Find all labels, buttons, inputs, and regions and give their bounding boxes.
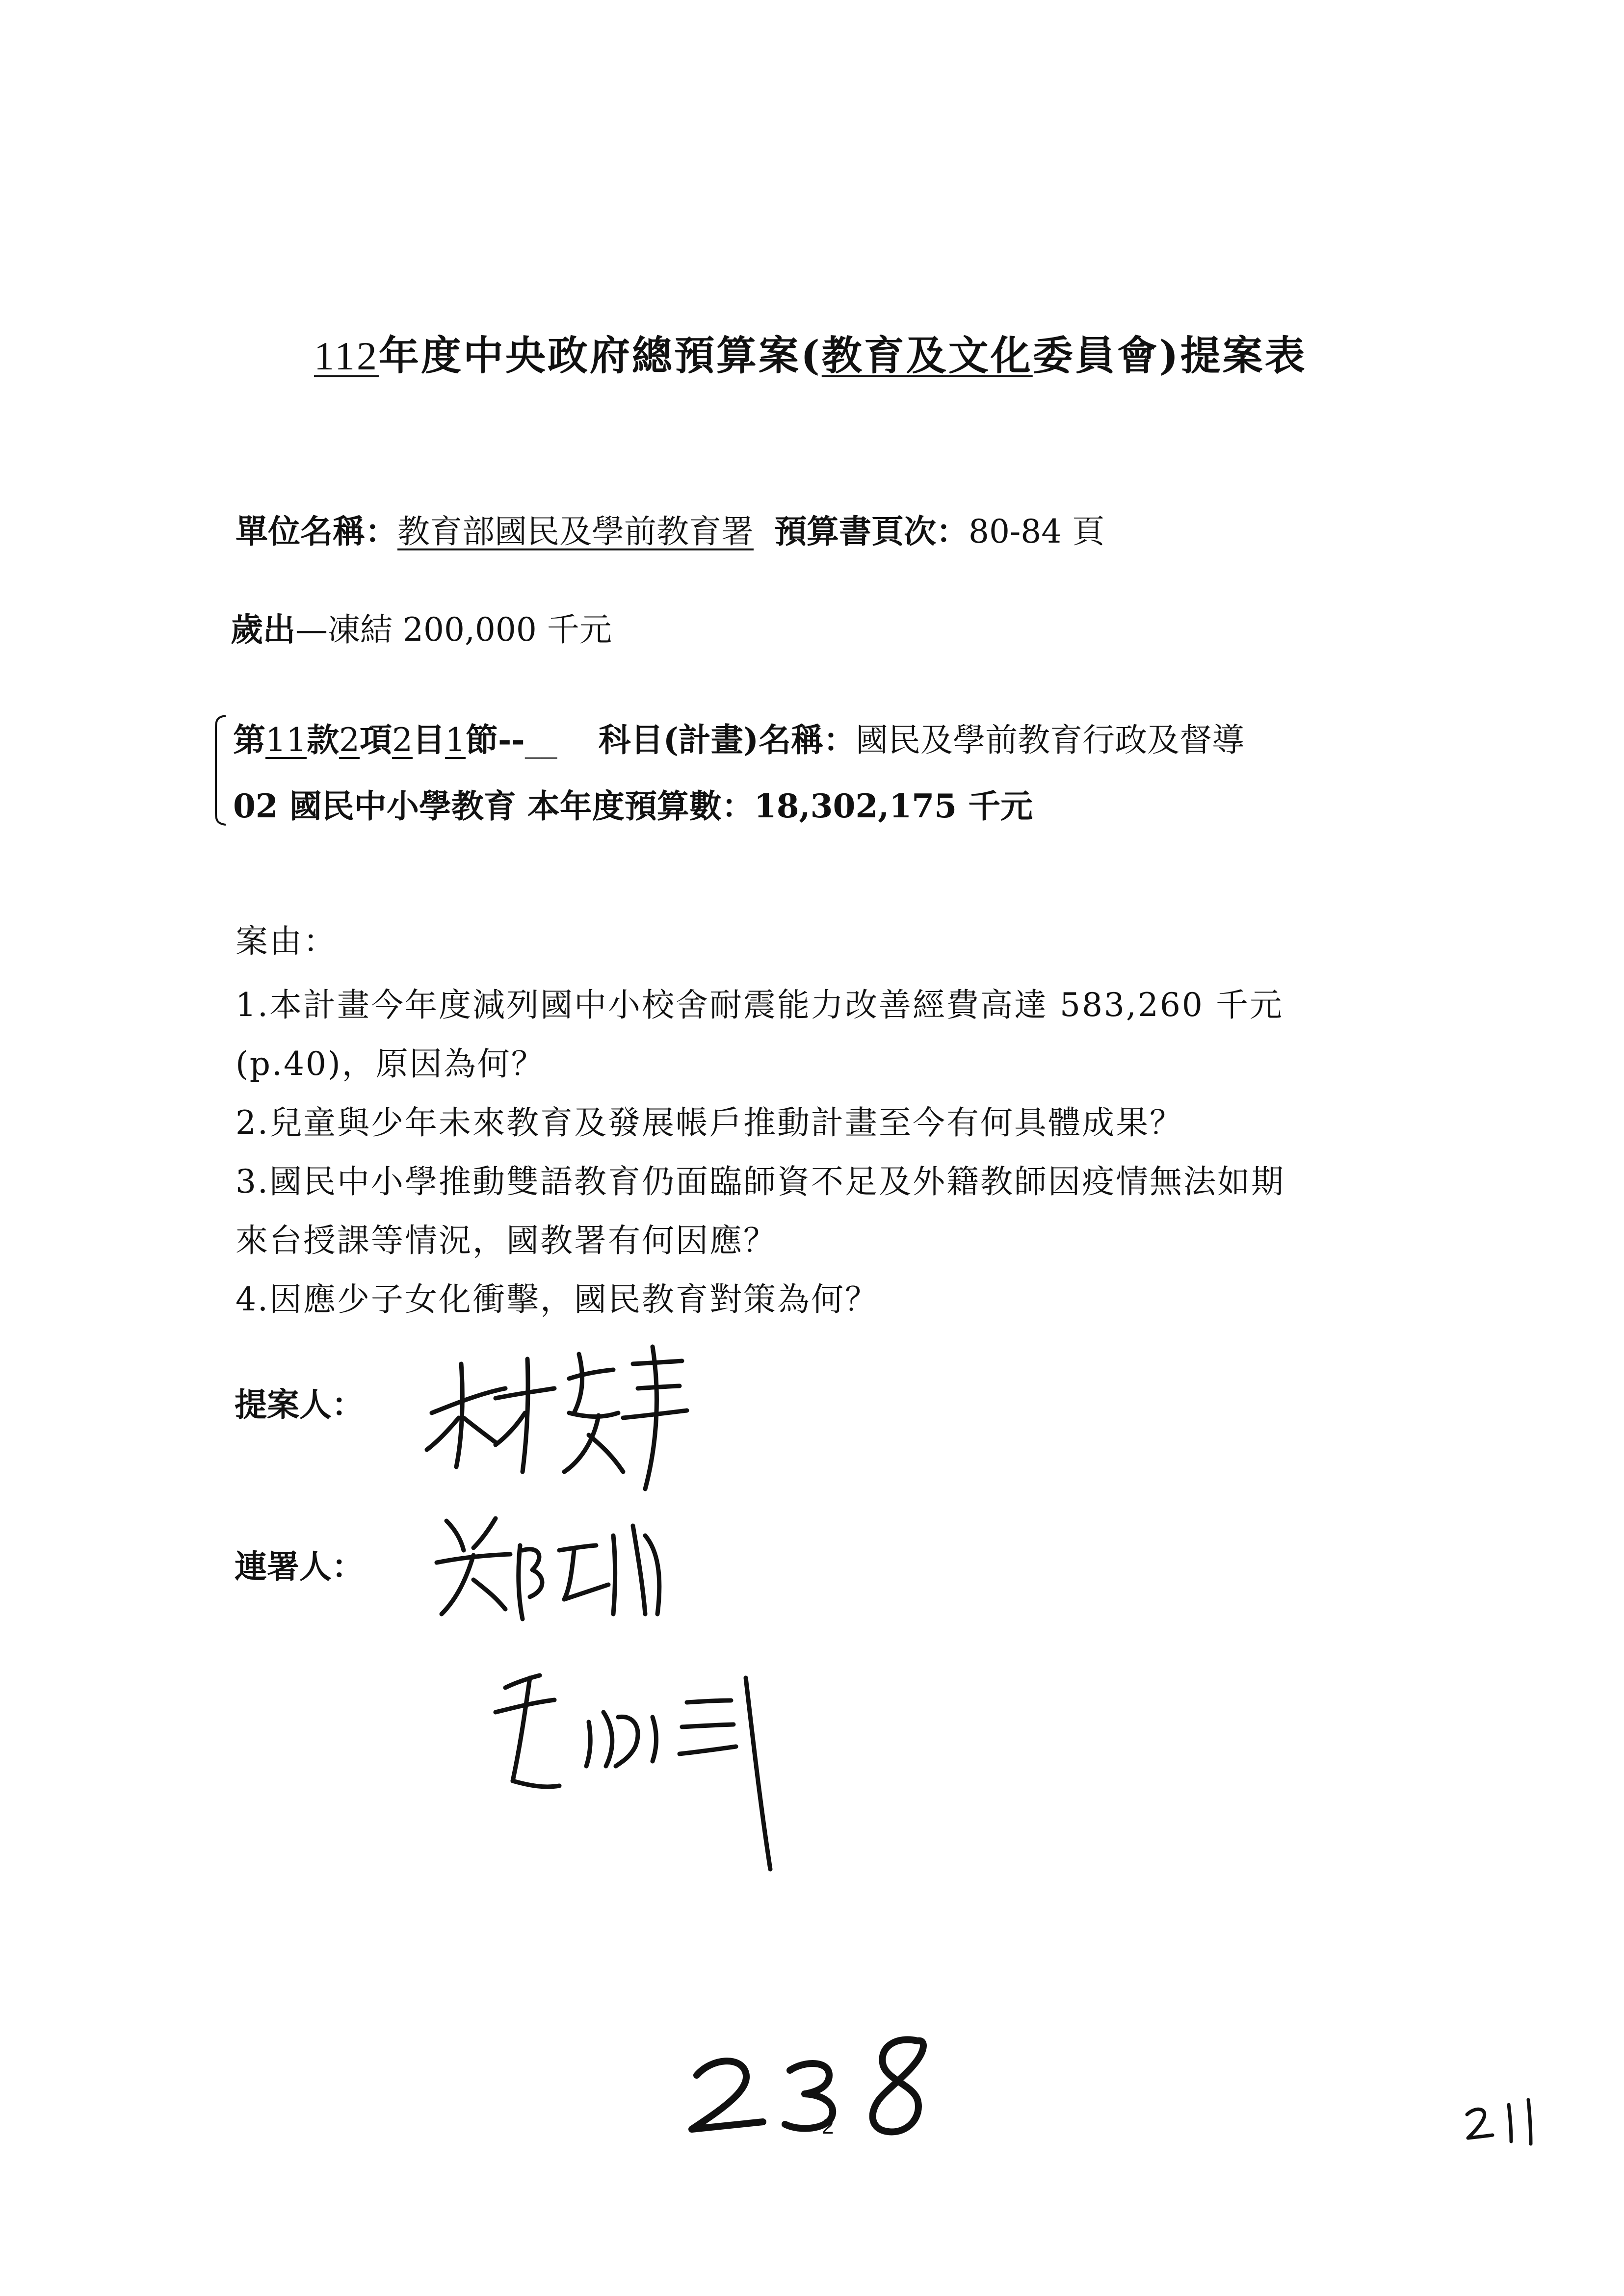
- pages-value: 80-84 頁: [968, 513, 1105, 550]
- handwritten-page-number: [682, 2031, 957, 2144]
- reason-item: (p.40)，原因為何？: [236, 1045, 545, 1083]
- section-mu: 2: [392, 721, 413, 759]
- section-di: 第: [233, 721, 265, 759]
- title-part1: 年度中央政府總預算案(: [378, 332, 822, 379]
- section-kuan: 11: [265, 721, 307, 759]
- cosigner-label: 連署人：: [235, 1547, 364, 1586]
- title-committee: 教育及文化: [821, 332, 1033, 379]
- title-year: 112: [314, 334, 379, 378]
- unit-name: 教育部國民及學前教育署: [397, 513, 754, 550]
- section-blank: __: [524, 721, 557, 759]
- reason-item: 4.因應少子女化衝擊，國民教育對策為何？: [236, 1280, 879, 1318]
- reason-item: 來台授課等情況，國教署有何因應？: [236, 1222, 777, 1259]
- expenditure-row: [231, 603, 612, 650]
- section-brace: [212, 714, 227, 827]
- reason-label: 案由：: [236, 922, 337, 960]
- section-row: [233, 714, 1244, 760]
- printed-page-number: 2: [822, 2114, 834, 2139]
- budget-row: 02 國民中小學教育 本年度預算數：18,302,175 千元: [233, 787, 1033, 825]
- plan-name: 國民及學前教育行政及督導: [856, 721, 1245, 759]
- section-xiang: 2: [339, 721, 360, 759]
- section-xiang-label: 項: [359, 721, 392, 759]
- pages-label: 預算書頁次：: [774, 512, 969, 550]
- section-jie: 1: [445, 721, 466, 759]
- section-kuan-label: 款: [306, 721, 339, 759]
- proposer-signature: [422, 1344, 697, 1491]
- handwritten-corner-number: [1462, 2095, 1541, 2149]
- proposer-label: 提案人：: [235, 1385, 364, 1424]
- unit-label: 單位名稱：: [236, 512, 397, 550]
- cosigner-signature-1: [427, 1516, 682, 1624]
- cosigner-signature-2: [486, 1668, 800, 1874]
- reason-item: 1.本計畫今年度減列國中小校舍耐震能力改善經費高達 583,260 千元: [236, 986, 1283, 1024]
- title-part2: 委員會)提案表: [1032, 332, 1307, 379]
- reason-item: 2.兒童與少年未來教育及發展帳戶推動計畫至今有何具體成果？: [236, 1104, 1183, 1142]
- expenditure-label: 歲出: [231, 610, 295, 649]
- expenditure-text: —凍結 200,000 千元: [295, 611, 612, 649]
- reason-item: 3.國民中小學推動雙語教育仍面臨師資不足及外籍教師因疫情無法如期: [236, 1163, 1285, 1200]
- document-title: [314, 324, 1307, 381]
- unit-row: [236, 505, 1104, 552]
- section-mu-label: 目: [412, 721, 445, 759]
- section-jie-label: 節--: [465, 721, 525, 759]
- plan-label: 科目(計畫)名稱：: [598, 721, 856, 759]
